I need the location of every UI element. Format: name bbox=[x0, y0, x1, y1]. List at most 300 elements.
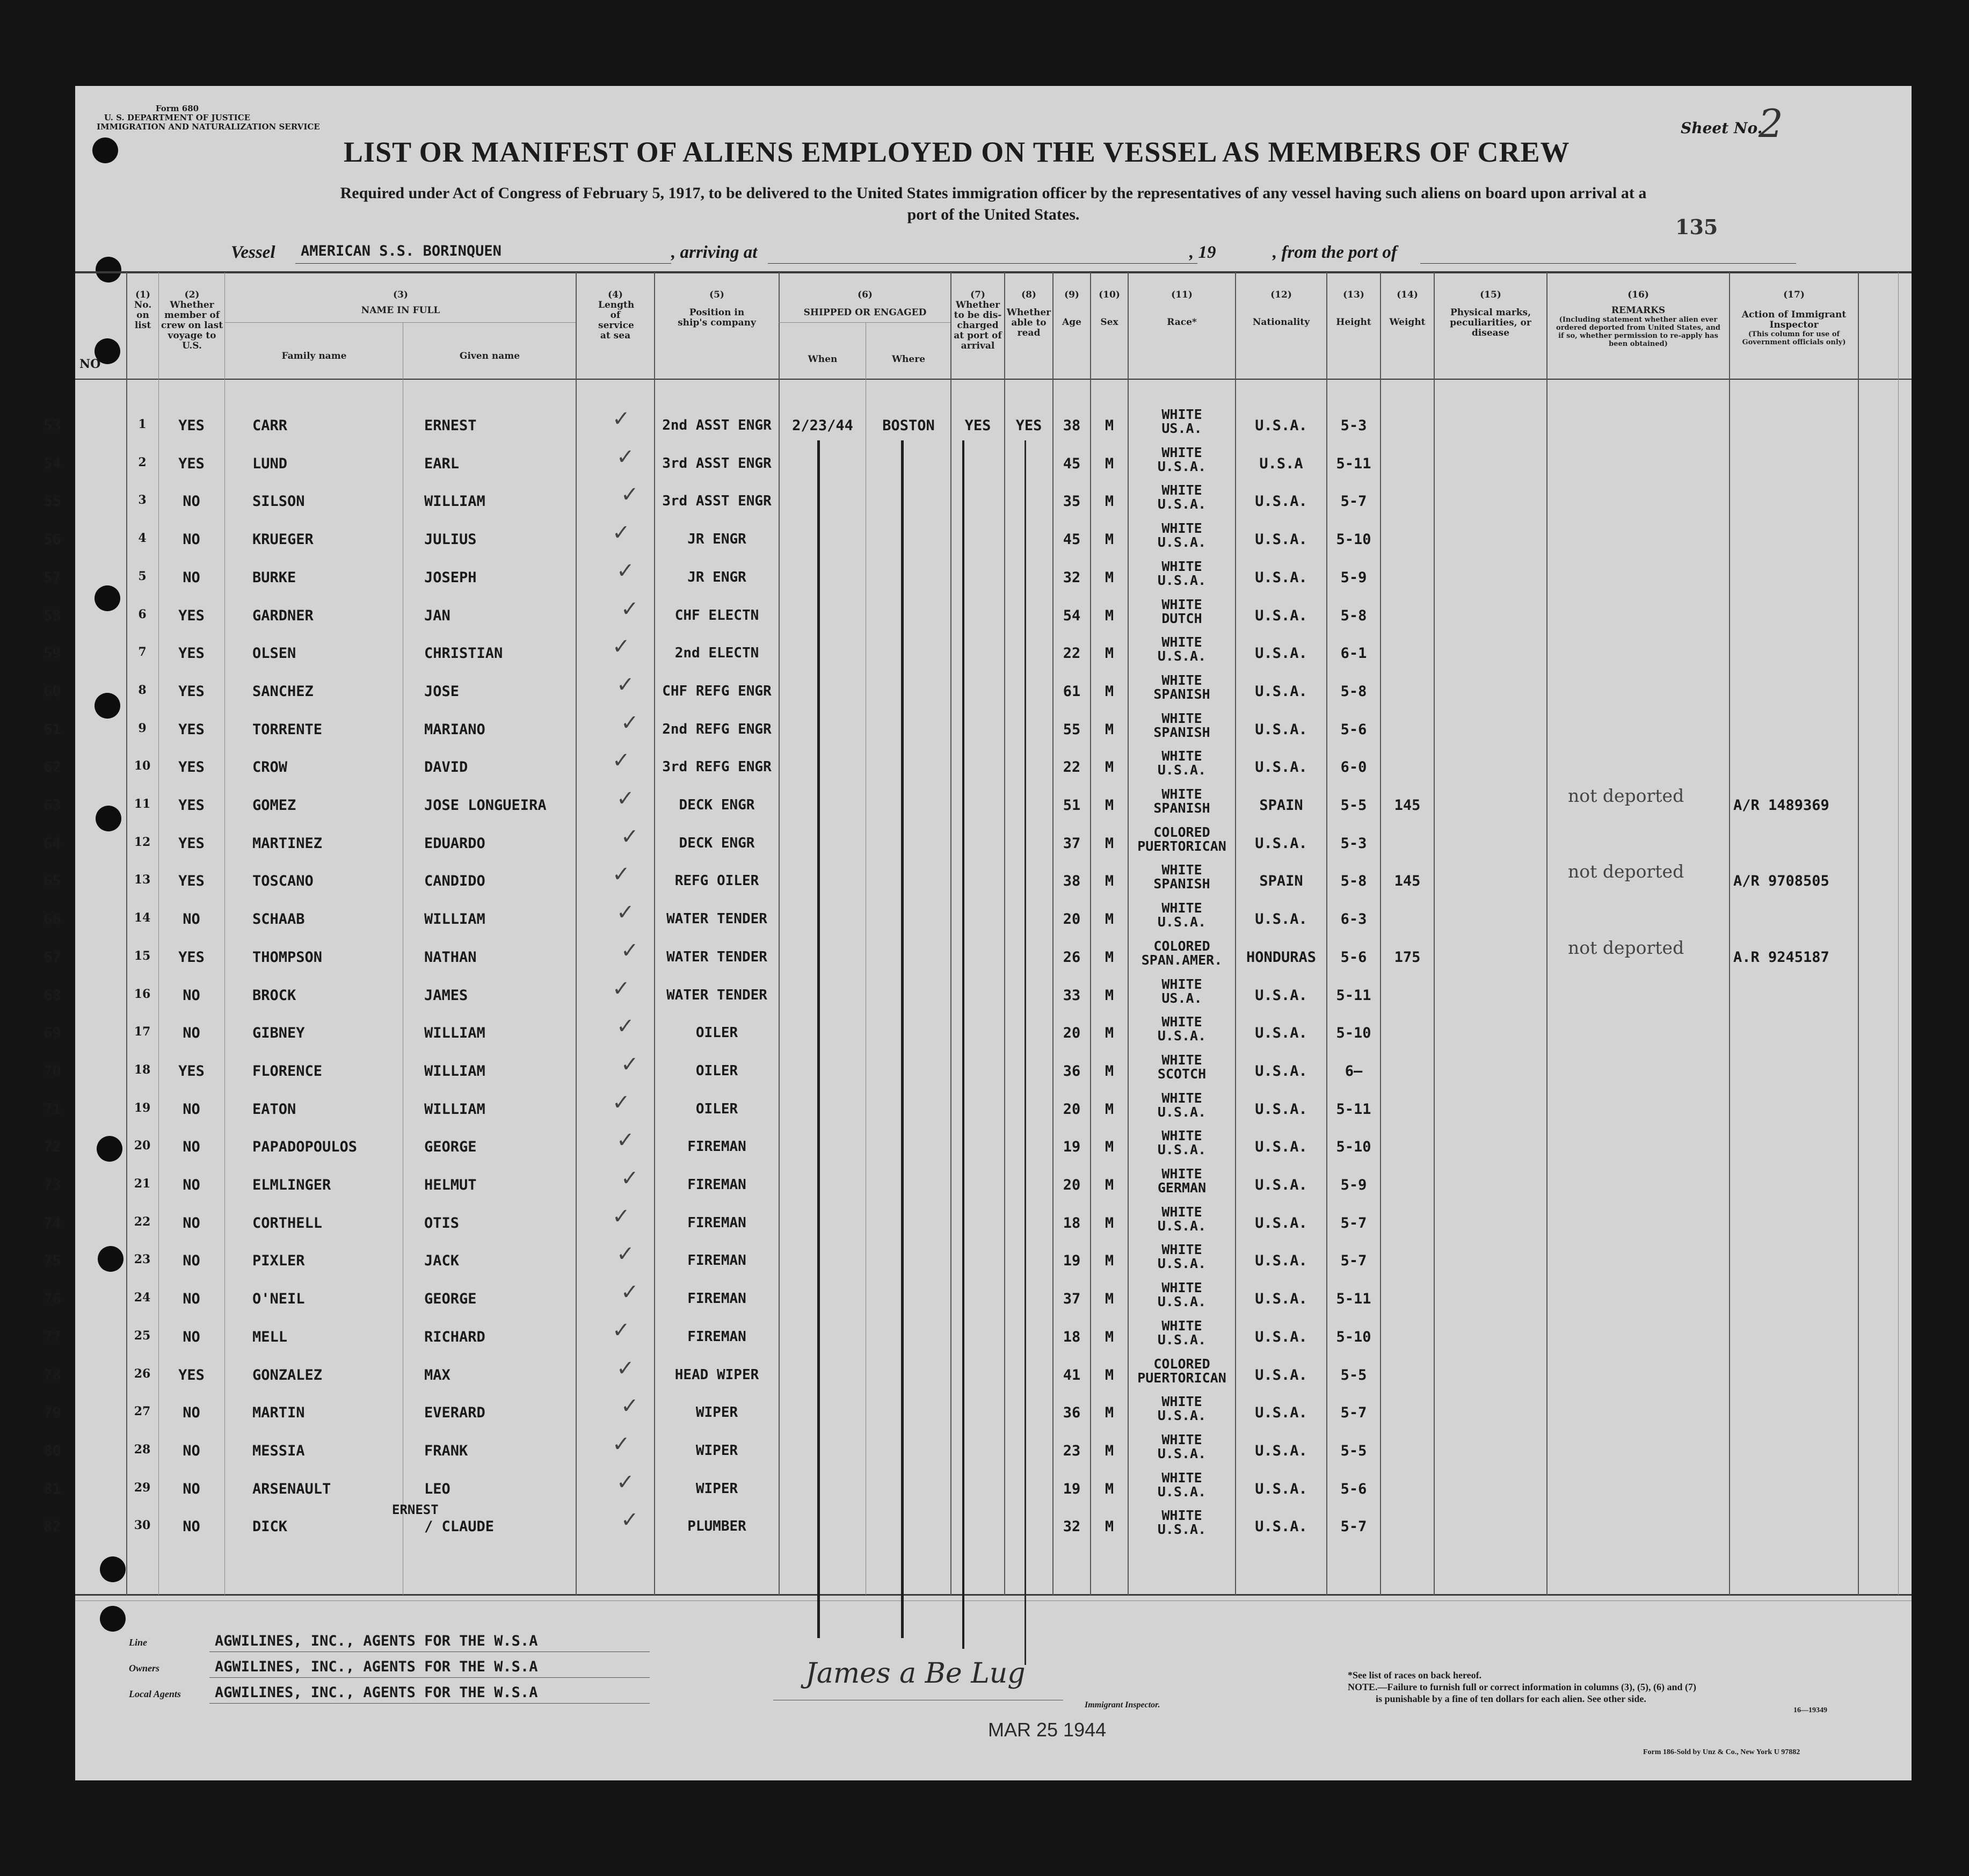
race-line-2: SCOTCH bbox=[1157, 1066, 1207, 1082]
cell-family: GIBNEY bbox=[252, 1025, 305, 1042]
check-mark-icon: ✓ bbox=[621, 1052, 639, 1077]
col11-label: Race* bbox=[1167, 317, 1197, 328]
cell-no: 20 bbox=[134, 1139, 151, 1153]
cell-age: 22 bbox=[1063, 645, 1081, 662]
cell-nat: U.S.A. bbox=[1255, 1480, 1307, 1497]
arriving-underline-2 bbox=[907, 263, 1197, 264]
cell-given: WILLIAM bbox=[424, 1100, 485, 1118]
cell-family: SCHAAB bbox=[252, 911, 305, 928]
cell-race bbox=[1129, 1471, 1235, 1499]
cell-nat: U.S.A. bbox=[1255, 987, 1307, 1004]
cell-last: YES bbox=[178, 607, 205, 624]
cell-height: 5-3 bbox=[1340, 835, 1367, 852]
punch-hole bbox=[100, 1606, 126, 1632]
from-port-label: , from the port of bbox=[1273, 243, 1397, 262]
cell-given: WILLIAM bbox=[424, 1062, 485, 1080]
cell-height: 5-11 bbox=[1336, 455, 1371, 472]
cell-seq: 75 bbox=[43, 1252, 61, 1270]
cell-no: 17 bbox=[134, 1025, 151, 1039]
cell-age: 35 bbox=[1063, 493, 1081, 510]
cell-height: 6-0 bbox=[1340, 759, 1367, 776]
cell-given: CANDIDO bbox=[424, 873, 485, 890]
cell-no: 7 bbox=[138, 645, 147, 660]
cell-last: NO bbox=[183, 1404, 200, 1422]
race-line-1: WHITE bbox=[1161, 1280, 1202, 1296]
cell-no: 10 bbox=[134, 759, 151, 773]
cell-given: ERNEST bbox=[424, 417, 477, 434]
col13-header bbox=[1327, 290, 1380, 328]
cell-race bbox=[1129, 560, 1235, 588]
check-mark-icon: ✓ bbox=[612, 520, 630, 546]
race-line-1: WHITE bbox=[1161, 1090, 1202, 1106]
col-rule bbox=[1546, 272, 1547, 1595]
cell-position: FIREMAN bbox=[687, 1139, 746, 1155]
cell-race bbox=[1129, 1433, 1235, 1461]
cell-last: YES bbox=[178, 455, 205, 472]
col14-number: (14) bbox=[1397, 289, 1418, 300]
check-mark-icon: ✓ bbox=[612, 1204, 630, 1229]
cell-seq: 82 bbox=[43, 1518, 61, 1535]
given-name-overwrite: ERNEST bbox=[392, 1502, 439, 1518]
cell-position: CHF ELECTN bbox=[674, 607, 759, 624]
col17-sublabel: (This column for use of Government officials only) bbox=[1742, 330, 1846, 346]
col-rule bbox=[576, 272, 577, 1595]
race-line-2: U.S.A. bbox=[1157, 1028, 1207, 1044]
race-line-2: U.S.A. bbox=[1157, 534, 1207, 551]
cell-nat: U.S.A. bbox=[1255, 1518, 1307, 1535]
cell-height: 5-11 bbox=[1336, 987, 1371, 1004]
cell-family: MESSIA bbox=[252, 1442, 305, 1459]
col-rule bbox=[224, 272, 225, 1595]
cell-disch: YES bbox=[964, 417, 991, 434]
cell-nat: U.S.A. bbox=[1255, 607, 1307, 624]
check-mark-icon: ✓ bbox=[616, 1014, 635, 1039]
cell-no: 28 bbox=[134, 1442, 151, 1457]
cell-seq: 56 bbox=[43, 531, 61, 548]
cell-no: 8 bbox=[138, 683, 147, 697]
cell-family: GONZALEZ bbox=[252, 1366, 323, 1384]
col13-number: (13) bbox=[1343, 289, 1364, 300]
cell-race bbox=[1129, 521, 1235, 549]
race-line-2: SPANISH bbox=[1153, 800, 1210, 816]
cell-age: 32 bbox=[1063, 1518, 1081, 1535]
check-mark-icon: ✓ bbox=[621, 710, 639, 735]
cell-sex: M bbox=[1105, 1442, 1114, 1459]
cell-height: 5-9 bbox=[1340, 569, 1367, 586]
col8-label: Whether able to read bbox=[1006, 307, 1051, 338]
cell-no: 19 bbox=[134, 1100, 151, 1115]
cell-seq: 61 bbox=[43, 721, 61, 738]
cell-no: 30 bbox=[134, 1518, 151, 1533]
race-line-2: DUTCH bbox=[1161, 610, 1202, 626]
cell-nat: U.S.A. bbox=[1255, 1252, 1307, 1270]
cell-no: 16 bbox=[134, 987, 151, 1001]
cell-nat: U.S.A. bbox=[1255, 1366, 1307, 1384]
cell-remark: not deported bbox=[1568, 785, 1684, 806]
cell-race bbox=[1129, 1243, 1235, 1271]
cell-position: JR ENGR bbox=[687, 531, 746, 548]
check-mark-icon: ✓ bbox=[621, 1166, 639, 1191]
cell-nat: U.S.A. bbox=[1255, 1025, 1307, 1042]
cell-race bbox=[1129, 825, 1235, 853]
race-line-2: PUERTORICAN bbox=[1137, 838, 1226, 854]
cell-height: 5-7 bbox=[1340, 1252, 1367, 1270]
cell-family: SANCHEZ bbox=[252, 683, 314, 700]
race-line-2: U.S.A. bbox=[1157, 1331, 1207, 1348]
cell-height: 5-7 bbox=[1340, 493, 1367, 510]
cell-position: HEAD WIPER bbox=[674, 1366, 759, 1383]
cell-last: YES bbox=[178, 873, 205, 890]
cell-seq: 77 bbox=[43, 1328, 61, 1345]
cell-position: 3rd ASST ENGR bbox=[662, 455, 772, 472]
cell-sex: M bbox=[1105, 1025, 1114, 1042]
col4-label: Length of service at sea bbox=[598, 300, 635, 341]
col2-number: (2) bbox=[184, 289, 200, 300]
race-line-1: COLORED bbox=[1153, 1356, 1210, 1372]
cell-action: A/R 9708505 bbox=[1733, 873, 1829, 890]
line-value: AGWILINES, INC., AGENTS FOR THE W.S.A bbox=[215, 1633, 538, 1649]
cell-height: 5-7 bbox=[1340, 1518, 1367, 1535]
sheet-number: 2 bbox=[1759, 101, 1783, 146]
race-line-1: WHITE bbox=[1161, 1242, 1202, 1258]
race-line-1: WHITE bbox=[1161, 482, 1202, 498]
cell-remark: not deported bbox=[1568, 861, 1684, 882]
cell-age: 45 bbox=[1063, 455, 1081, 472]
race-line-1: WHITE bbox=[1161, 1317, 1202, 1334]
cell-sex: M bbox=[1105, 607, 1114, 624]
cell-action: A.R 9245187 bbox=[1733, 948, 1829, 966]
check-mark-icon: ✓ bbox=[612, 634, 630, 660]
cell-age: 26 bbox=[1063, 948, 1081, 966]
cell-no: 23 bbox=[134, 1252, 151, 1267]
col10-header bbox=[1091, 290, 1128, 328]
check-mark-icon: ✓ bbox=[616, 1469, 635, 1495]
cell-nat: SPAIN bbox=[1259, 873, 1303, 890]
col7-header bbox=[951, 290, 1004, 351]
check-mark-icon: ✓ bbox=[612, 1317, 630, 1343]
cell-race bbox=[1129, 446, 1235, 474]
check-mark-icon: ✓ bbox=[612, 1431, 630, 1457]
vessel-label: Vessel bbox=[231, 243, 275, 262]
ditto-line-where bbox=[901, 440, 904, 1638]
cell-seq: 71 bbox=[43, 1100, 61, 1118]
cell-height: 6-3 bbox=[1340, 911, 1367, 928]
check-mark-icon: ✓ bbox=[621, 482, 639, 508]
cell-nat: U.S.A. bbox=[1255, 417, 1307, 434]
col13-label: Height bbox=[1336, 317, 1371, 328]
race-line-2: US.A. bbox=[1161, 990, 1202, 1006]
cell-age: 54 bbox=[1063, 607, 1081, 624]
subtitle-line-2: port of the United States. bbox=[907, 206, 1080, 223]
cell-age: 22 bbox=[1063, 759, 1081, 776]
col16-number: (16) bbox=[1627, 289, 1649, 300]
cell-race bbox=[1129, 1053, 1235, 1081]
cell-seq: 76 bbox=[43, 1291, 61, 1308]
cell-family: SILSON bbox=[252, 493, 305, 510]
cell-nat: U.S.A. bbox=[1255, 1062, 1307, 1080]
page-subtitle bbox=[107, 183, 1879, 226]
col3-number: (3) bbox=[393, 289, 408, 300]
check-mark-icon: ✓ bbox=[616, 558, 635, 583]
vessel-underline bbox=[295, 263, 671, 264]
cell-height: 5-6 bbox=[1340, 1480, 1367, 1497]
col-rule bbox=[950, 272, 951, 1595]
cell-family: THOMPSON bbox=[252, 948, 323, 966]
punch-hole bbox=[95, 693, 120, 719]
cell-race bbox=[1129, 598, 1235, 626]
race-line-2: GERMAN bbox=[1157, 1180, 1207, 1196]
cell-last: NO bbox=[183, 1252, 200, 1270]
col1-header bbox=[127, 290, 158, 331]
cell-family: LUND bbox=[252, 455, 288, 472]
cell-seq: 57 bbox=[43, 569, 61, 586]
cell-position: 2nd ASST ENGR bbox=[662, 417, 772, 433]
col15-header bbox=[1435, 290, 1546, 338]
cell-race bbox=[1129, 1319, 1235, 1347]
race-line-2: SPANISH bbox=[1153, 686, 1210, 702]
cell-no: 11 bbox=[134, 797, 151, 811]
cell-given: JOSE LONGUEIRA bbox=[424, 797, 547, 814]
cell-where: BOSTON bbox=[882, 417, 935, 434]
cell-given: JOSEPH bbox=[424, 569, 477, 586]
col4-header bbox=[577, 290, 654, 341]
race-line-1: WHITE bbox=[1161, 444, 1202, 460]
col8-number: (8) bbox=[1021, 289, 1036, 300]
cell-last: NO bbox=[183, 1291, 200, 1308]
cell-sex: M bbox=[1105, 721, 1114, 738]
cell-family: ELMLINGER bbox=[252, 1177, 331, 1193]
cell-nat: U.S.A. bbox=[1255, 1177, 1307, 1193]
cell-last: YES bbox=[178, 645, 205, 662]
race-line-2: U.S.A. bbox=[1157, 572, 1207, 588]
cell-seq: 80 bbox=[43, 1442, 61, 1459]
cell-height: 5-6 bbox=[1340, 721, 1367, 738]
col7-label: Whether to be dis-charged at port of arrival bbox=[954, 300, 1002, 351]
cell-sex: M bbox=[1105, 1100, 1114, 1118]
cell-height: 6— bbox=[1345, 1062, 1363, 1080]
cell-no: 1 bbox=[138, 417, 147, 431]
col6-number: (6) bbox=[858, 289, 873, 300]
cell-family: BROCK bbox=[252, 987, 296, 1004]
race-line-1: WHITE bbox=[1161, 1204, 1202, 1220]
cell-nat: U.S.A bbox=[1259, 455, 1303, 472]
col12-header bbox=[1236, 290, 1326, 328]
cell-position: PLUMBER bbox=[687, 1518, 746, 1535]
cell-position: OILER bbox=[695, 1062, 738, 1079]
cell-seq: 79 bbox=[43, 1404, 61, 1422]
form-identifier bbox=[97, 104, 320, 132]
cell-family: OLSEN bbox=[252, 645, 296, 662]
cell-position: OILER bbox=[695, 1100, 738, 1117]
cell-no: 9 bbox=[138, 721, 147, 735]
cell-race bbox=[1129, 1167, 1235, 1195]
cell-height: 6-1 bbox=[1340, 645, 1367, 662]
cell-no: 22 bbox=[134, 1214, 151, 1229]
cell-last: YES bbox=[178, 759, 205, 776]
cell-height: 5-5 bbox=[1340, 1366, 1367, 1384]
col10-number: (10) bbox=[1099, 289, 1120, 300]
cell-height: 5-8 bbox=[1340, 683, 1367, 700]
cell-age: 20 bbox=[1063, 911, 1081, 928]
race-line-2: U.S.A. bbox=[1157, 1483, 1207, 1500]
line-label: Line bbox=[129, 1637, 147, 1648]
cell-no: 27 bbox=[134, 1404, 151, 1419]
cell-sex: M bbox=[1105, 1291, 1114, 1308]
cell-height: 5-5 bbox=[1340, 1442, 1367, 1459]
page-title: LIST OR MANIFEST OF ALIENS EMPLOYED ON THE VESSEL AS MEMBERS OF CREW bbox=[344, 136, 1570, 168]
race-line-1: COLORED bbox=[1153, 938, 1210, 954]
cell-sex: M bbox=[1105, 1177, 1114, 1193]
cell-nat: U.S.A. bbox=[1255, 759, 1307, 776]
col1-number: (1) bbox=[135, 289, 150, 300]
check-mark-icon: ✓ bbox=[612, 976, 630, 1001]
cell-last: YES bbox=[178, 1366, 205, 1384]
cell-nat: U.S.A. bbox=[1255, 531, 1307, 548]
cell-last: NO bbox=[183, 1025, 200, 1042]
cell-family: TOSCANO bbox=[252, 873, 314, 890]
cell-age: 51 bbox=[1063, 797, 1081, 814]
cell-race bbox=[1129, 787, 1235, 815]
check-mark-icon: ✓ bbox=[616, 1128, 635, 1153]
cell-age: 37 bbox=[1063, 835, 1081, 852]
col-rule bbox=[1004, 272, 1005, 1595]
cell-family: MARTINEZ bbox=[252, 835, 323, 852]
cell-seq: 60 bbox=[43, 683, 61, 700]
cell-race bbox=[1129, 673, 1235, 701]
col4-number: (4) bbox=[608, 289, 623, 300]
cell-age: 19 bbox=[1063, 1139, 1081, 1156]
cell-weight: 175 bbox=[1394, 948, 1421, 966]
cell-position: 3rd ASST ENGR bbox=[662, 493, 772, 510]
col2-header bbox=[159, 290, 224, 351]
col6-header bbox=[780, 290, 950, 318]
cell-age: 37 bbox=[1063, 1291, 1081, 1308]
year-label: , 19 bbox=[1189, 243, 1216, 262]
cell-family: CORTHELL bbox=[252, 1214, 323, 1232]
cell-position: WIPER bbox=[695, 1442, 738, 1459]
cell-nat: U.S.A. bbox=[1255, 1328, 1307, 1345]
arriving-label: , arriving at bbox=[671, 243, 758, 262]
cell-family: FLORENCE bbox=[252, 1062, 323, 1080]
col7-number: (7) bbox=[970, 289, 985, 300]
footer-underline bbox=[209, 1677, 650, 1678]
cell-seq: 72 bbox=[43, 1139, 61, 1156]
cell-no: 25 bbox=[134, 1328, 151, 1343]
footnote-penalty-2: is punishable by a fine of ten dollars for each alien. See other side. bbox=[1376, 1693, 1646, 1704]
cell-sex: M bbox=[1105, 835, 1114, 852]
cell-age: 55 bbox=[1063, 721, 1081, 738]
race-line-1: WHITE bbox=[1161, 1508, 1202, 1524]
cell-given: OTIS bbox=[424, 1214, 460, 1232]
cell-last: NO bbox=[183, 1139, 200, 1156]
cell-given: WILLIAM bbox=[424, 493, 485, 510]
from-port-underline bbox=[1420, 263, 1796, 264]
date-stamp: MAR 25 1944 bbox=[988, 1719, 1107, 1741]
cell-sex: M bbox=[1105, 759, 1114, 776]
col-rule bbox=[1858, 272, 1859, 1595]
cell-nat: U.S.A. bbox=[1255, 1291, 1307, 1308]
cell-seq: 66 bbox=[43, 911, 61, 928]
cell-race bbox=[1129, 749, 1235, 777]
cell-position: OILER bbox=[695, 1025, 738, 1041]
cell-no: 13 bbox=[134, 873, 151, 887]
race-line-1: WHITE bbox=[1161, 748, 1202, 764]
cell-age: 41 bbox=[1063, 1366, 1081, 1384]
cell-no: 26 bbox=[134, 1366, 151, 1381]
cell-position: FIREMAN bbox=[687, 1291, 746, 1307]
race-line-1: WHITE bbox=[1161, 1469, 1202, 1486]
cell-nat: U.S.A. bbox=[1255, 721, 1307, 738]
cell-last: YES bbox=[178, 417, 205, 434]
cell-sex: M bbox=[1105, 911, 1114, 928]
cell-family: ARSENAULT bbox=[252, 1480, 331, 1497]
col-rule bbox=[1380, 272, 1381, 1595]
race-line-2: US.A. bbox=[1161, 421, 1202, 436]
cell-age: 45 bbox=[1063, 531, 1081, 548]
stamp-number: 135 bbox=[1675, 215, 1718, 239]
cell-last: YES bbox=[178, 721, 205, 738]
cell-position: CHF REFG ENGR bbox=[662, 683, 772, 699]
cell-given: DAVID bbox=[424, 759, 468, 776]
cell-sex: M bbox=[1105, 1366, 1114, 1384]
department-name: U. S. DEPARTMENT OF JUSTICE bbox=[104, 113, 251, 122]
cell-height: 5-3 bbox=[1340, 417, 1367, 434]
cell-nat: SPAIN bbox=[1259, 797, 1303, 814]
race-line-2: U.S.A. bbox=[1157, 1142, 1207, 1158]
cell-family: CROW bbox=[252, 759, 288, 776]
cell-given: WILLIAM bbox=[424, 1025, 485, 1042]
cell-last: NO bbox=[183, 531, 200, 548]
cell-family: EATON bbox=[252, 1100, 296, 1118]
cell-position: DECK ENGR bbox=[679, 797, 755, 813]
cell-given: LEO bbox=[424, 1480, 451, 1497]
cell-no: 24 bbox=[134, 1291, 151, 1305]
cell-given: / CLAUDE bbox=[424, 1518, 495, 1535]
race-line-1: WHITE bbox=[1161, 862, 1202, 878]
cell-height: 5-11 bbox=[1336, 1291, 1371, 1308]
cell-age: 38 bbox=[1063, 873, 1081, 890]
cell-seq: 65 bbox=[43, 873, 61, 890]
race-line-2: U.S.A. bbox=[1157, 1445, 1207, 1461]
cell-seq: 53 bbox=[43, 417, 61, 434]
col16-header bbox=[1547, 290, 1729, 348]
cell-last: NO bbox=[183, 1100, 200, 1118]
cell-when: 2/23/44 bbox=[792, 417, 853, 434]
cell-seq: 58 bbox=[43, 607, 61, 624]
cell-no: 5 bbox=[138, 569, 147, 583]
cell-family: CARR bbox=[252, 417, 288, 434]
cell-family: GOMEZ bbox=[252, 797, 296, 814]
cell-nat: U.S.A. bbox=[1255, 911, 1307, 928]
cell-seq: 74 bbox=[43, 1214, 61, 1232]
punch-hole bbox=[97, 1136, 122, 1162]
cell-last: YES bbox=[178, 835, 205, 852]
cell-position: FIREMAN bbox=[687, 1252, 746, 1269]
cell-given: GEORGE bbox=[424, 1291, 477, 1308]
cell-sex: M bbox=[1105, 569, 1114, 586]
cell-last: NO bbox=[183, 493, 200, 510]
cell-no: 21 bbox=[134, 1177, 151, 1191]
col1-label: No. on list bbox=[134, 300, 152, 331]
race-line-1: WHITE bbox=[1161, 520, 1202, 537]
cell-seq: 62 bbox=[43, 759, 61, 776]
cell-family: MARTIN bbox=[252, 1404, 305, 1422]
race-line-2: U.S.A. bbox=[1157, 762, 1207, 778]
ditto-line-discharged bbox=[962, 440, 964, 1649]
cell-seq: 73 bbox=[43, 1177, 61, 1193]
cell-height: 5-7 bbox=[1340, 1214, 1367, 1232]
race-line-2: U.S.A. bbox=[1157, 496, 1207, 512]
